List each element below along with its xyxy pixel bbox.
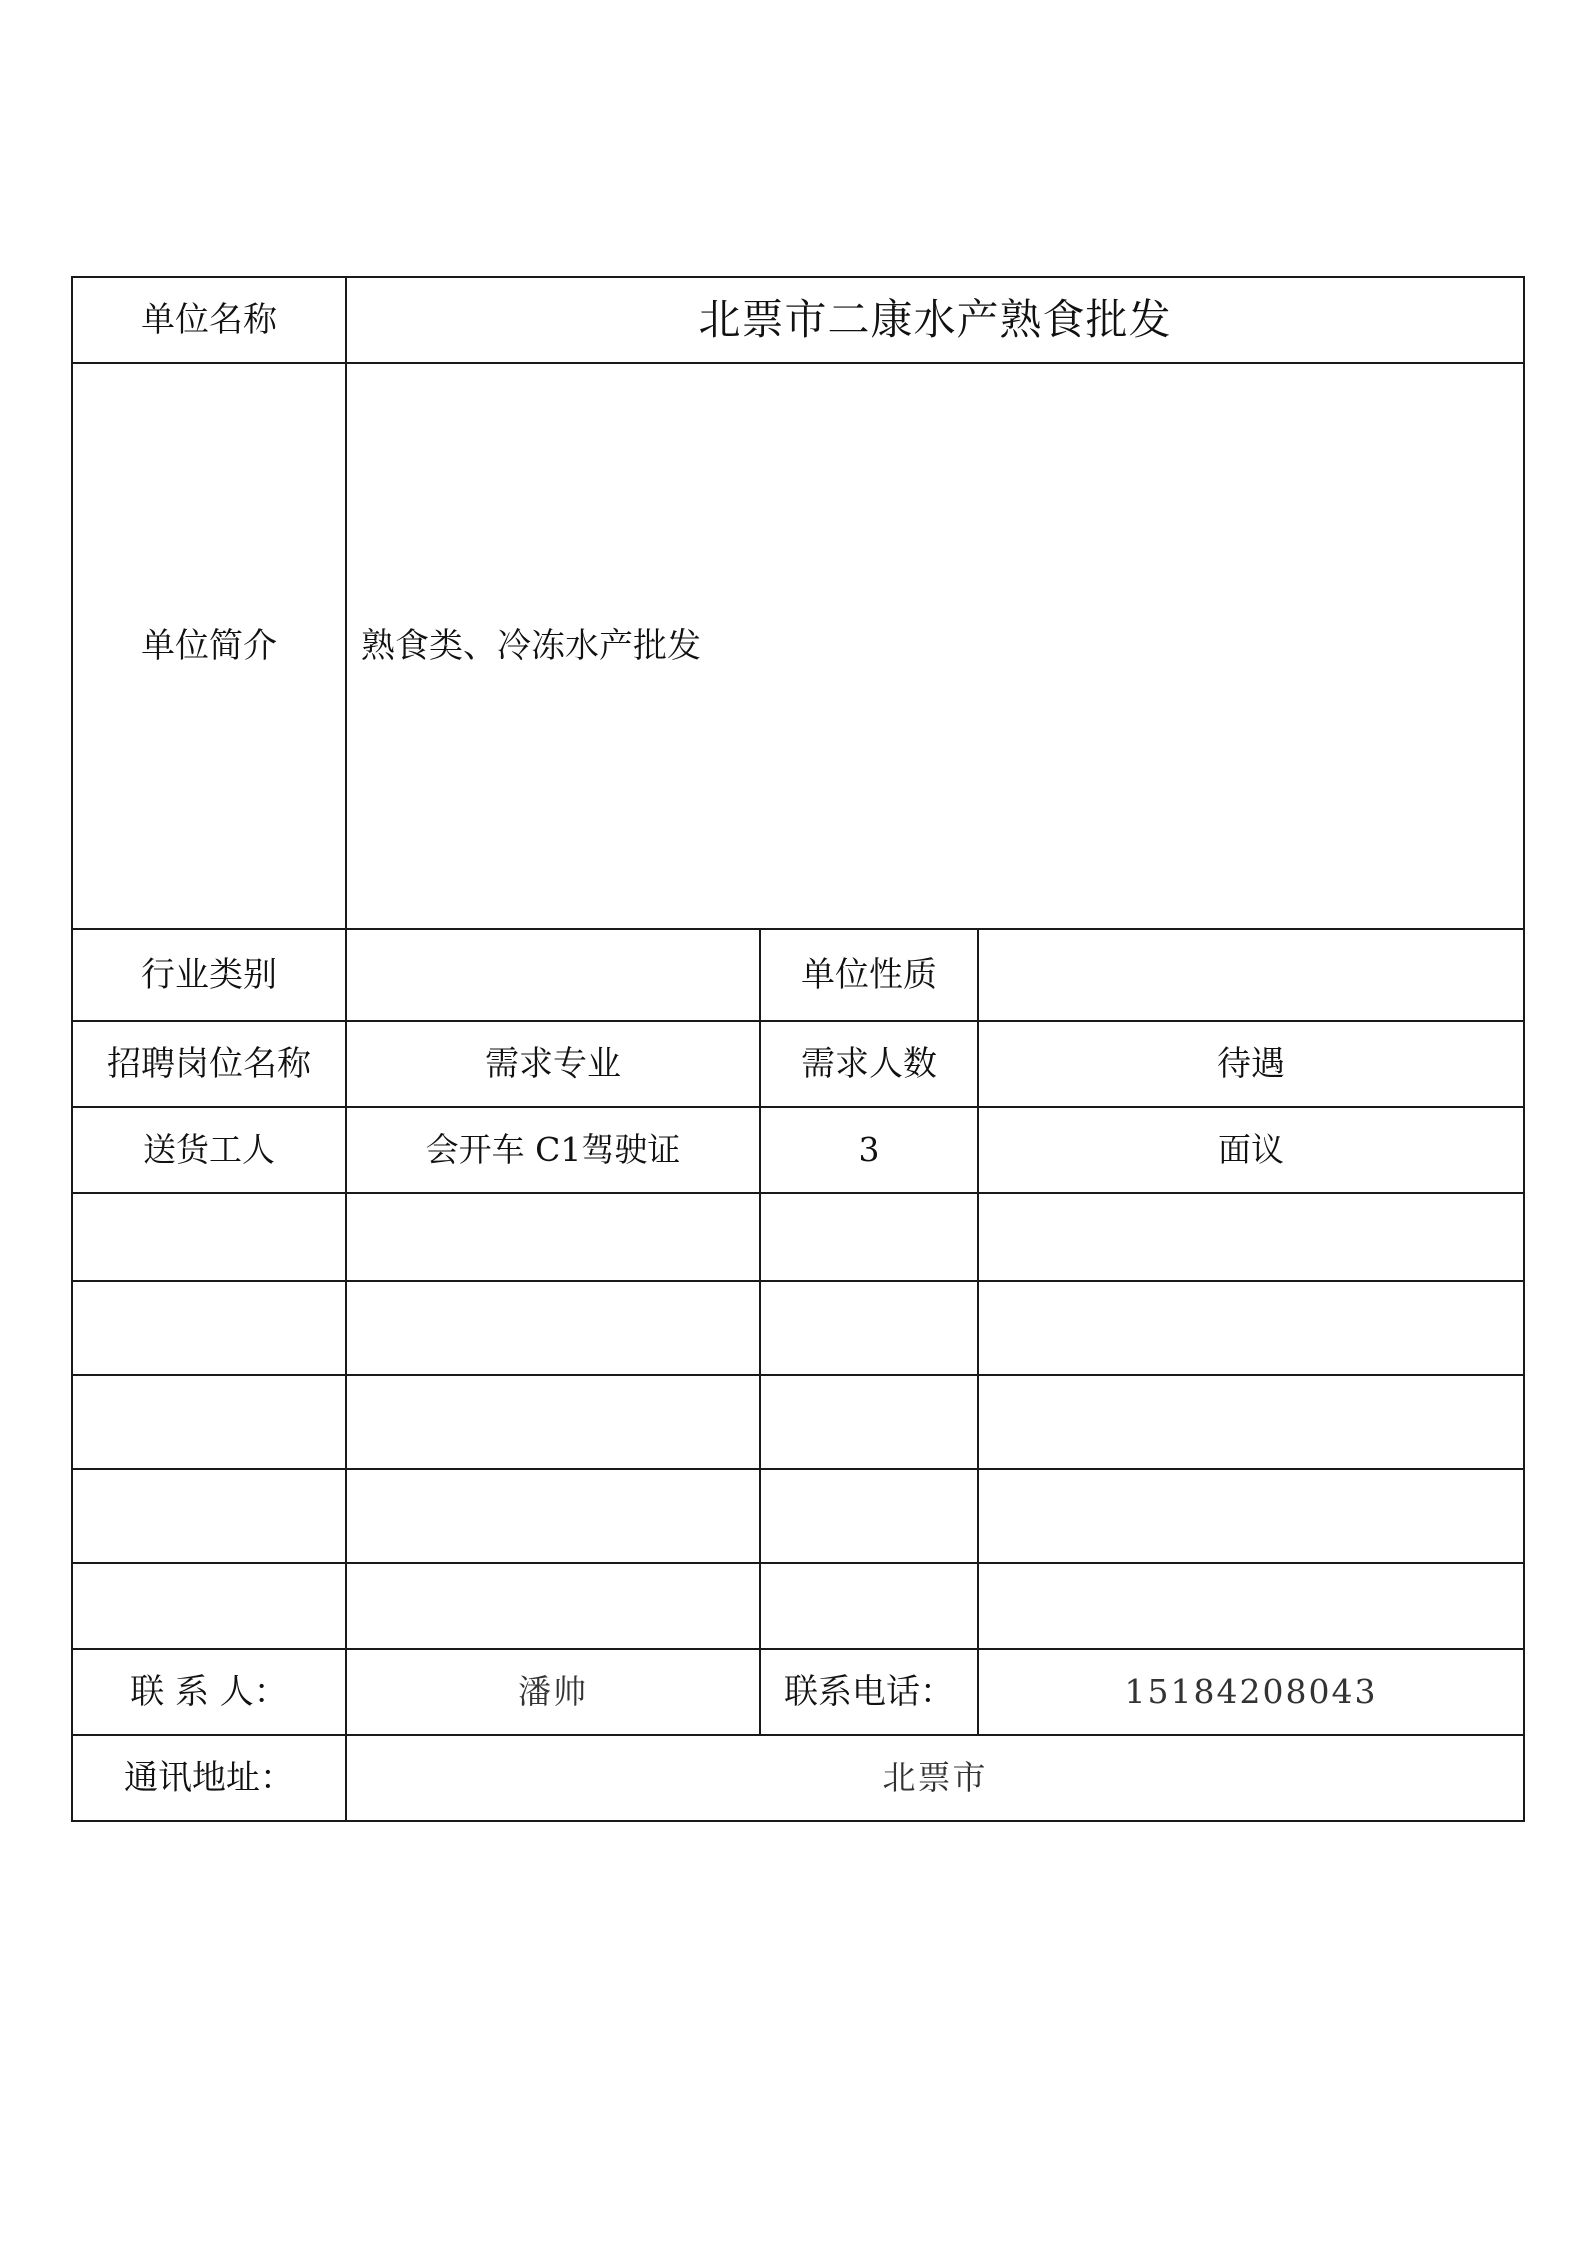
job-count-cell [760, 1469, 978, 1563]
jobs-header-row [72, 1021, 1524, 1107]
job-position-cell: 送货工人 [72, 1107, 346, 1193]
header-position: 招聘岗位名称 [72, 1021, 346, 1107]
company-intro-label: 单位简介 [72, 363, 346, 929]
header-count: 需求人数 [760, 1021, 978, 1107]
job-major-cell [346, 1563, 760, 1649]
company-name-value: 北票市二康水产熟食批发 [346, 277, 1524, 363]
job-salary-cell [978, 1469, 1524, 1563]
job-major-cell: 会开车 C1驾驶证 [346, 1107, 760, 1193]
table-row [72, 1375, 1524, 1469]
company-intro-value: 熟食类、冷冻水产批发 [346, 363, 1524, 929]
job-major-cell [346, 1281, 760, 1375]
job-position-cell [72, 1281, 346, 1375]
header-major: 需求专业 [346, 1021, 760, 1107]
job-position-cell [72, 1193, 346, 1281]
contact-person-label: 联 系 人： [72, 1649, 346, 1735]
contact-person-value: 潘帅 [346, 1649, 760, 1735]
recruitment-form-table [71, 276, 1525, 1822]
contact-row [72, 1649, 1524, 1735]
table-row [72, 1563, 1524, 1649]
nature-label: 单位性质 [760, 929, 978, 1021]
job-count-cell [760, 1281, 978, 1375]
job-salary-cell [978, 1281, 1524, 1375]
company-name-label: 单位名称 [72, 277, 346, 363]
table-row [72, 1107, 1524, 1193]
job-count-cell: 3 [760, 1107, 978, 1193]
contact-phone-value: 15184208043 [978, 1649, 1524, 1735]
job-major-cell [346, 1193, 760, 1281]
table-row [72, 1193, 1524, 1281]
job-salary-cell [978, 1375, 1524, 1469]
job-salary-cell [978, 1563, 1524, 1649]
industry-nature-row [72, 929, 1524, 1021]
address-value: 北票市 [346, 1735, 1524, 1821]
table-row [72, 1281, 1524, 1375]
job-position-cell [72, 1375, 346, 1469]
company-name-row [72, 277, 1524, 363]
job-count-cell [760, 1375, 978, 1469]
table-row [72, 1469, 1524, 1563]
job-major-cell [346, 1375, 760, 1469]
company-intro-row [72, 363, 1524, 929]
job-salary-cell [978, 1193, 1524, 1281]
nature-value [978, 929, 1524, 1021]
address-label: 通讯地址： [72, 1735, 346, 1821]
header-salary: 待遇 [978, 1021, 1524, 1107]
job-count-cell [760, 1563, 978, 1649]
job-salary-cell: 面议 [978, 1107, 1524, 1193]
job-position-cell [72, 1563, 346, 1649]
address-row [72, 1735, 1524, 1821]
job-count-cell [760, 1193, 978, 1281]
job-major-cell [346, 1469, 760, 1563]
job-position-cell [72, 1469, 346, 1563]
industry-label: 行业类别 [72, 929, 346, 1021]
contact-phone-label: 联系电话： [760, 1649, 978, 1735]
industry-value [346, 929, 760, 1021]
